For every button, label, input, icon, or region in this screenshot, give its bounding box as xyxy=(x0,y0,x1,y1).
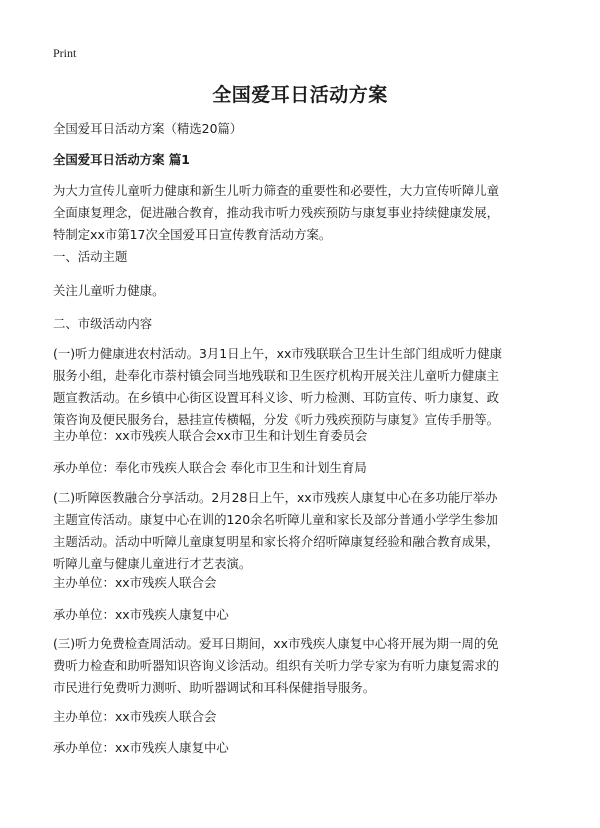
paragraph-line: 特制定xx市第17次全国爱耳日宣传教育活动方案。 xyxy=(53,227,332,242)
paragraph-line: 题宣教活动。在乡镇中心街区设置耳科义诊、听力检测、耳防宣传、听力康复、政 xyxy=(53,390,500,405)
paragraph-line: 策咨询及便民服务台，悬挂宣传横幅，分发《听力残疾预防与康复》宣传手册等。 xyxy=(53,412,500,427)
activity1-paragraph xyxy=(53,343,553,431)
paragraph-line: 主题活动。活动中听障儿童康复明星和家长将介绍听障康复经验和融合教育成果， xyxy=(53,534,500,549)
activity2-host: 主办单位：xx市残疾人联合会 xyxy=(53,575,217,590)
activity2-paragraph xyxy=(53,487,553,575)
paragraph-line: (三)听力免费检查周活动。爱耳日期间，xx市残疾人康复中心将开展为期一周的免 xyxy=(53,636,499,651)
item1-text: 关注儿童听力健康。 xyxy=(53,283,165,298)
paragraph-line: 服务小组，赴奉化市萘村镇会同当地残联和卫生医疗机构开展关注儿童听力健康主 xyxy=(53,368,500,383)
intro-paragraph xyxy=(53,180,553,246)
item2-heading: 二、市级活动内容 xyxy=(53,316,153,331)
paragraph-line: 全面康复理念，促进融合教育，推动我市听力残疾预防与康复事业持续健康发展， xyxy=(53,205,500,220)
section-heading: 全国爱耳日活动方案 篇1 xyxy=(53,152,190,167)
item1-heading: 一、活动主题 xyxy=(53,249,128,264)
activity2-organizer: 承办单位：xx市残疾人康复中心 xyxy=(53,607,229,622)
paragraph-line: 听障儿童与健康儿童进行才艺表演。 xyxy=(53,556,252,571)
paragraph-line: 费听力检查和助听器知识咨询义诊活动。组织有关听力学专家为有听力康复需求的 xyxy=(53,658,500,673)
activity3-paragraph xyxy=(53,633,553,699)
page-title: 全国爱耳日活动方案 xyxy=(212,84,388,106)
paragraph-line: 市民进行免费听力测听、助听器调试和耳科保健指导服务。 xyxy=(53,680,376,695)
activity3-organizer: 承办单位：xx市残疾人康复中心 xyxy=(53,740,229,755)
print-label: Print xyxy=(53,46,77,60)
paragraph-line: 为大力宣传儿童听力健康和新生儿听力筛查的重要性和必要性，大力宣传听障儿童 xyxy=(53,183,500,198)
paragraph-line: (二)听障医教融合分享活动。2月28日上午，xx市残疾人康复中心在多功能厅举办 xyxy=(53,490,498,505)
activity1-host: 主办单位：xx市残疾人联合会xx市卫生和计划生育委员会 xyxy=(53,428,368,443)
paragraph-line: 主题宣传活动。康复中心在训的120余名听障儿童和家长及部分普通小学学生参加 xyxy=(53,512,498,527)
activity1-organizer: 承办单位：奉化市残疾人联合会 奉化市卫生和计划生育局 xyxy=(53,460,367,475)
paragraph-line: (一)听力健康进农村活动。3月1日上午，xx市残联联合卫生计生部门组成听力健康 xyxy=(53,346,502,361)
document-subtitle: 全国爱耳日活动方案（精选20篇） xyxy=(53,121,243,136)
activity3-host: 主办单位：xx市残疾人联合会 xyxy=(53,709,217,724)
